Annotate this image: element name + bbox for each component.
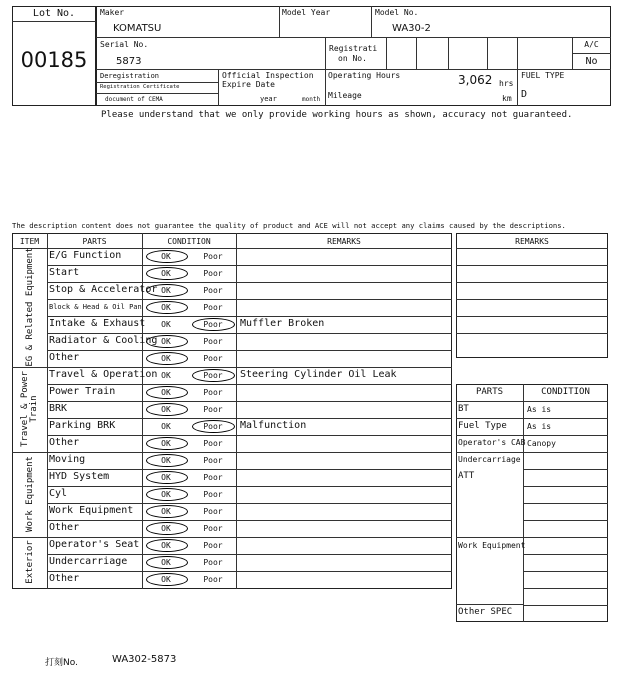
right-part-condition: Canopy (527, 439, 556, 448)
fuel-type-label: FUEL TYPE (521, 71, 565, 80)
part-name: Moving (49, 454, 86, 465)
group-label-exterior: Exterior (25, 540, 35, 584)
poor-selected-circle (192, 369, 235, 382)
ok-selected-circle (146, 301, 188, 314)
registration-label-2: on No. (338, 54, 367, 63)
group-label-work: Work Equipment (25, 456, 35, 532)
poor-option[interactable]: Poor (203, 405, 223, 414)
ok-selected-circle (146, 522, 188, 535)
right-part-name: Operator's CAB (458, 438, 526, 447)
remark-text: Steering Cylinder Oil Leak (240, 369, 397, 380)
ok-option[interactable]: OK (161, 507, 171, 516)
right-part-name: Fuel Type (458, 421, 507, 431)
part-name: Other (49, 573, 80, 584)
maker-value: KOMATSU (113, 23, 162, 34)
poor-option[interactable]: Poor (203, 337, 223, 346)
registration-certificate-label: Registration Certificate (100, 84, 180, 90)
remark-text: Muffler Broken (240, 318, 325, 329)
mileage-label: Mileage (328, 91, 362, 100)
poor-option[interactable]: Poor (203, 490, 223, 499)
ok-option[interactable]: OK (161, 439, 171, 448)
ok-option[interactable]: OK (161, 422, 171, 431)
right-part-condition: As is (527, 405, 552, 414)
poor-option[interactable]: Poor (203, 371, 223, 380)
poor-option[interactable]: Poor (203, 354, 223, 363)
ok-selected-circle (146, 250, 188, 263)
ok-selected-circle (146, 471, 188, 484)
poor-option[interactable]: Poor (203, 507, 223, 516)
part-name: HYD System (49, 471, 110, 482)
part-name: Other (49, 352, 80, 363)
right-part-name: ATT (458, 471, 475, 481)
part-name: Radiator & Cooling (49, 335, 158, 346)
poor-option[interactable]: Poor (203, 388, 223, 397)
poor-option[interactable]: Poor (203, 558, 223, 567)
ok-option[interactable]: OK (161, 456, 171, 465)
model-no-value: WA30-2 (392, 23, 431, 34)
part-name: Intake & Exhaust (49, 318, 146, 329)
ok-option[interactable]: OK (161, 252, 171, 261)
poor-option[interactable]: Poor (203, 286, 223, 295)
disclaimer-text: The description content does not guarantee the quality of product and ACE will not accept any claims caused by the descriptions. (12, 221, 566, 230)
part-name: E/G Function (49, 250, 122, 261)
poor-option[interactable]: Poor (203, 473, 223, 482)
poor-selected-circle (192, 420, 235, 433)
hrs-unit: hrs (499, 79, 514, 88)
col-condition-header: CONDITION (167, 237, 211, 246)
part-name: Cyl (49, 488, 68, 499)
ok-option[interactable]: OK (161, 405, 171, 414)
stamp-value: WA302-5873 (112, 654, 177, 665)
poor-option[interactable]: Poor (203, 575, 223, 584)
ok-selected-circle (146, 386, 188, 399)
km-unit: km (502, 94, 512, 103)
ok-option[interactable]: OK (161, 354, 171, 363)
poor-option[interactable]: Poor (203, 422, 223, 431)
ok-option[interactable]: OK (161, 320, 171, 329)
ok-option[interactable]: OK (161, 286, 171, 295)
ok-option[interactable]: OK (161, 575, 171, 584)
registration-label-1: Registrati (329, 44, 378, 53)
part-name: Operator's Seat (49, 539, 140, 550)
ok-option[interactable]: OK (161, 371, 171, 380)
official-inspection-label-1: Official Inspection (222, 71, 314, 80)
maker-label: Maker (100, 8, 125, 17)
poor-option[interactable]: Poor (203, 303, 223, 312)
part-name: Parking BRK (49, 420, 116, 431)
poor-option[interactable]: Poor (203, 439, 223, 448)
ok-selected-circle (146, 505, 188, 518)
part-name: BRK (49, 403, 68, 414)
part-name: Other (49, 437, 80, 448)
ac-value: No (585, 56, 598, 67)
poor-option[interactable]: Poor (203, 269, 223, 278)
right-part-name: Work Equipment (458, 541, 526, 550)
ok-selected-circle (146, 267, 188, 280)
ok-selected-circle (146, 573, 188, 586)
part-name: Start (49, 267, 80, 278)
ok-selected-circle (146, 352, 188, 365)
ok-option[interactable]: OK (161, 473, 171, 482)
model-no-label: Model No. (375, 8, 419, 17)
group-label-eg: EG & Related Equipment (25, 247, 35, 367)
col-remarks-header: REMARKS (327, 237, 361, 246)
ok-option[interactable]: OK (161, 337, 171, 346)
document-cema-label: document of CEMA (105, 96, 163, 103)
poor-option[interactable]: Poor (203, 456, 223, 465)
right-parts-col-parts: PARTS (475, 387, 504, 397)
lot-no-label: Lot No. (32, 8, 76, 19)
remark-text: Malfunction (240, 420, 307, 431)
ok-option[interactable]: OK (161, 490, 171, 499)
group-label-travel-line2: Train (29, 395, 39, 423)
poor-option[interactable]: Poor (203, 541, 223, 550)
year-label: year (260, 95, 277, 103)
ok-selected-circle (146, 539, 188, 552)
part-name: Power Train (49, 386, 116, 397)
right-part-name: Undercarriage (458, 455, 521, 464)
operating-hours-label: Operating Hours (328, 71, 401, 80)
ok-selected-circle (146, 403, 188, 416)
ok-option[interactable]: OK (161, 541, 171, 550)
poor-option[interactable]: Poor (203, 252, 223, 261)
ok-option[interactable]: OK (161, 558, 171, 567)
part-name: Undercarriage (49, 556, 128, 567)
group-label-travel-line1: Travel & Power (20, 371, 30, 447)
part-name: Other (49, 522, 80, 533)
col-parts-header: PARTS (82, 237, 107, 246)
part-name: Work Equipment (49, 505, 134, 516)
ok-selected-circle (146, 488, 188, 501)
ok-option[interactable]: OK (161, 303, 171, 312)
ok-selected-circle (146, 454, 188, 467)
part-name: Block & Head & Oil Pan (49, 303, 142, 311)
ok-selected-circle (146, 556, 188, 569)
month-label: month (302, 96, 321, 103)
operating-hours-value: 3,062 (458, 73, 493, 87)
stamp-label: 打刻No. (45, 658, 78, 668)
poor-selected-circle (192, 318, 235, 331)
serial-no-value: 5873 (116, 56, 142, 67)
ac-label: A/C (584, 40, 599, 49)
deregistration-label: Deregistration (100, 72, 160, 80)
ok-option[interactable]: OK (161, 388, 171, 397)
right-parts-col-condition: CONDITION (541, 387, 590, 397)
col-item-header: ITEM (19, 237, 40, 246)
ok-option[interactable]: OK (161, 269, 171, 278)
right-remarks-header: REMARKS (515, 237, 549, 246)
ok-option[interactable]: OK (161, 524, 171, 533)
lot-no-value: 00185 (20, 48, 88, 72)
model-year-label: Model Year (282, 8, 331, 17)
part-name: Stop & Accelerator (49, 284, 158, 295)
poor-option[interactable]: Poor (203, 524, 223, 533)
ok-selected-circle (146, 335, 188, 348)
serial-no-label: Serial No. (100, 40, 149, 49)
ok-selected-circle (146, 284, 188, 297)
poor-option[interactable]: Poor (203, 320, 223, 329)
part-name: Travel & Operation (49, 369, 158, 380)
official-inspection-label-2: Expire Date (222, 80, 275, 89)
fuel-type-value: D (521, 89, 528, 100)
ok-selected-circle (146, 437, 188, 450)
right-part-condition: As is (527, 422, 552, 431)
right-part-name: Other SPEC (458, 607, 513, 617)
right-part-name: BT (458, 404, 469, 414)
accuracy-notice: Please understand that we only provide working hours as shown, accuracy not guaranteed. (101, 110, 573, 120)
